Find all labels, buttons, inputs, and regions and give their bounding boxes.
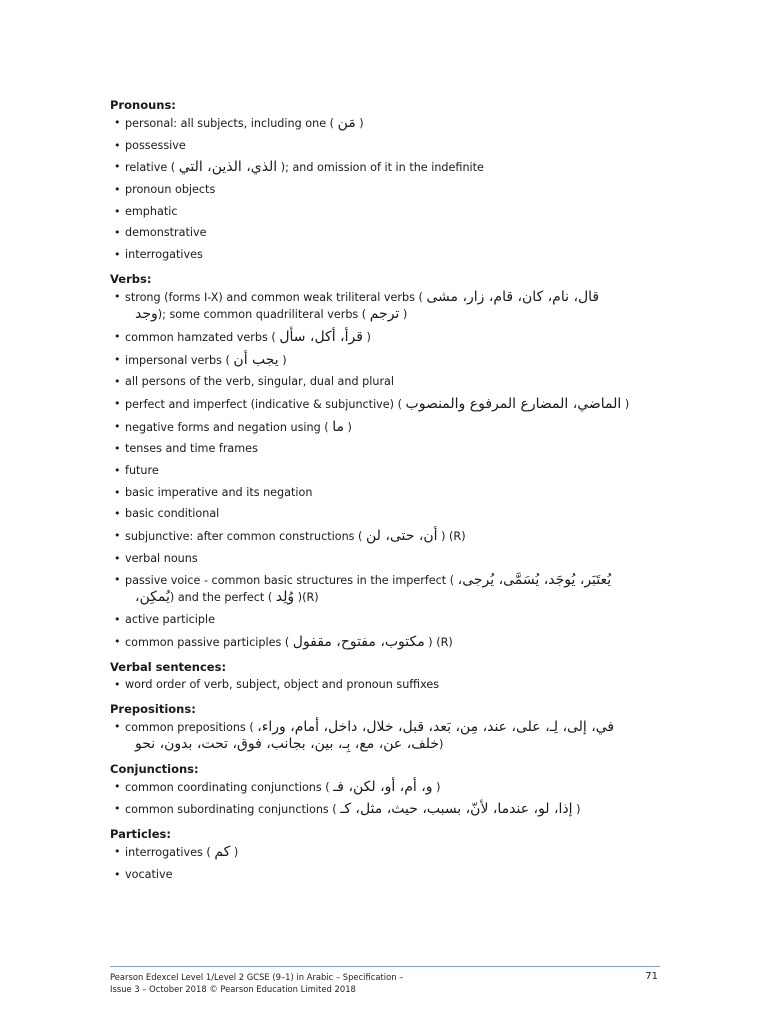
item-text: passive voice - common basic structures in the imperfect ( — [125, 574, 455, 588]
item-text-end: ) — [366, 330, 371, 344]
item-text: basic imperative and its negation — [125, 485, 313, 499]
section-heading: Particles: — [110, 827, 171, 842]
item-text: perfect and imperfect (indicative & subjunctive) ( — [125, 397, 402, 411]
item-text-end: ) — [359, 117, 364, 130]
page-footer — [110, 966, 660, 995]
item-text: pronoun objects — [125, 183, 216, 197]
item-text: common subordinating conjunctions ( — [125, 803, 337, 817]
document-body — [110, 98, 670, 892]
item-text-end: ) (R) — [428, 635, 453, 649]
item-text: impersonal verbs ( — [125, 353, 230, 367]
arabic-text: ترجم — [369, 306, 400, 323]
item-text-end: ) — [402, 308, 408, 322]
arabic-text: أن، حتى، لن — [365, 528, 438, 544]
list-item — [110, 248, 670, 262]
arabic-text: كم — [214, 844, 231, 861]
item-text: common prepositions ( — [125, 720, 254, 734]
item-text: interrogatives — [125, 248, 203, 262]
section-heading: Pronouns: — [110, 98, 176, 112]
item-text: subjunctive: after common constructions ( — [125, 530, 363, 543]
list-item — [110, 573, 670, 605]
item-text: all persons of the verb, singular, dual and plural — [125, 375, 395, 389]
list-item — [110, 678, 670, 692]
item-text-end: ) — [347, 420, 352, 434]
item-text-end: ); and omission of it in the indefinite — [280, 161, 484, 175]
footer-issue: Issue 3 – October 2018 © Pearson Education Limited 2018 — [110, 984, 356, 994]
section — [110, 660, 670, 692]
list-item — [110, 635, 670, 650]
list-item — [110, 205, 670, 219]
item-text: ) — [439, 737, 444, 751]
list-item — [110, 160, 670, 175]
item-text: verbal nouns — [125, 551, 198, 565]
item-text: negative forms and negation using ( — [125, 420, 329, 434]
list-item — [110, 464, 670, 478]
bullet-list — [110, 780, 670, 818]
list-item — [110, 116, 670, 131]
list-item — [110, 868, 670, 882]
list-item — [110, 486, 670, 500]
list-item — [110, 375, 670, 389]
list-item — [110, 507, 670, 521]
page-number: 71 — [645, 971, 658, 982]
item-text-end: ) (R) — [441, 530, 466, 543]
section-heading: Verbs: — [110, 272, 152, 287]
item-continuation — [125, 307, 670, 322]
section — [110, 762, 670, 818]
item-text: emphatic — [125, 204, 178, 218]
section — [110, 702, 670, 752]
arabic-text: يجب أن — [233, 351, 279, 368]
item-text: demonstrative — [125, 226, 207, 240]
list-item — [110, 780, 670, 795]
section — [110, 98, 670, 262]
list-item — [110, 290, 670, 322]
bullet-list — [110, 290, 670, 650]
list-item — [110, 442, 670, 456]
list-item — [110, 802, 670, 817]
arabic-text: وُلِد — [275, 589, 295, 606]
item-text-end: ) — [576, 803, 581, 817]
item-text-end: ) — [233, 846, 239, 860]
item-continuation — [125, 590, 670, 605]
section — [110, 827, 670, 882]
section-heading: Conjunctions: — [110, 761, 199, 776]
list-item — [110, 226, 670, 240]
list-item — [110, 720, 670, 752]
bullet-list — [110, 720, 670, 752]
item-text: personal: all subjects, including one ( — [125, 117, 335, 130]
section — [110, 272, 670, 650]
arabic-text: خلف، عن، مع، بِـ، بين، بجانب، فوق، تحت، بدون، نحو — [135, 735, 440, 752]
item-text: common coordinating conjunctions ( — [125, 780, 330, 794]
arabic-text: في، إلى، لِـ، على، عند، مِن، بَعد، قبل، خلال، داخل، أمام، وراء، — [257, 718, 615, 735]
item-text: strong (forms I-X) and common weak triliteral verbs ( — [125, 291, 423, 305]
list-item — [110, 330, 670, 345]
item-text: interrogatives ( — [125, 846, 211, 860]
item-text-end: )(R) — [297, 591, 319, 605]
list-item — [110, 529, 670, 544]
item-text: relative ( — [125, 161, 176, 175]
arabic-text: قال، نام، كان، قام، زار، مشى — [426, 289, 600, 306]
list-item — [110, 183, 670, 197]
arabic-text: يُعتَبَر، يُوجَد، يُسَمَّى، يُرجى، — [457, 572, 612, 589]
arabic-text: يُمكِن، — [135, 589, 170, 606]
arabic-text: إذا، لو، عندما، لأنّ، بسبب، حيث، مثل، كـ — [340, 801, 573, 818]
section-heading: Prepositions: — [110, 701, 196, 716]
arabic-text: الماضي، المضارع المرفوع والمنصوب — [405, 395, 622, 412]
list-item — [110, 420, 670, 435]
arabic-text: ما — [332, 418, 344, 435]
arabic-text: الذي، الذين، التي — [178, 159, 278, 176]
arabic-text: قرأ، أكل، سأل — [279, 328, 363, 345]
list-item — [110, 139, 670, 153]
arabic-text: مكتوب، مفتوح، مقفول — [292, 633, 425, 650]
item-text: ) and the perfect ( — [169, 591, 273, 605]
item-text-end: ) — [436, 780, 441, 794]
list-item — [110, 397, 670, 412]
bullet-list — [110, 116, 670, 262]
item-text: possessive — [125, 138, 186, 152]
list-item — [110, 613, 670, 627]
item-text: future — [125, 463, 159, 477]
arabic-text: و، أم، أو، لكن، فـ — [333, 778, 433, 795]
bullet-list — [110, 845, 670, 882]
item-text: common passive participles ( — [125, 635, 290, 649]
arabic-text: مَن — [337, 115, 356, 131]
list-item — [110, 845, 670, 860]
item-text-end: ) — [624, 397, 630, 411]
list-item — [110, 353, 670, 368]
item-text: word order of verb, subject, object and pronoun suffixes — [125, 677, 440, 691]
item-text: common hamzated verbs ( — [125, 330, 276, 344]
footer-title: Pearson Edexcel Level 1/Level 2 GCSE (9–1) in Arabic – Specification – — [110, 972, 404, 982]
item-text: vocative — [125, 868, 173, 882]
item-continuation — [125, 737, 670, 752]
item-text: basic conditional — [125, 507, 220, 521]
bullet-list — [110, 678, 670, 692]
item-text: ); some common quadriliteral verbs ( — [157, 308, 367, 322]
list-item — [110, 552, 670, 566]
item-text-end: ) — [282, 353, 287, 367]
arabic-text: وجد — [135, 306, 158, 323]
item-text: tenses and time frames — [125, 442, 258, 456]
section-heading: Verbal sentences: — [110, 659, 227, 674]
item-text: active participle — [125, 613, 215, 627]
